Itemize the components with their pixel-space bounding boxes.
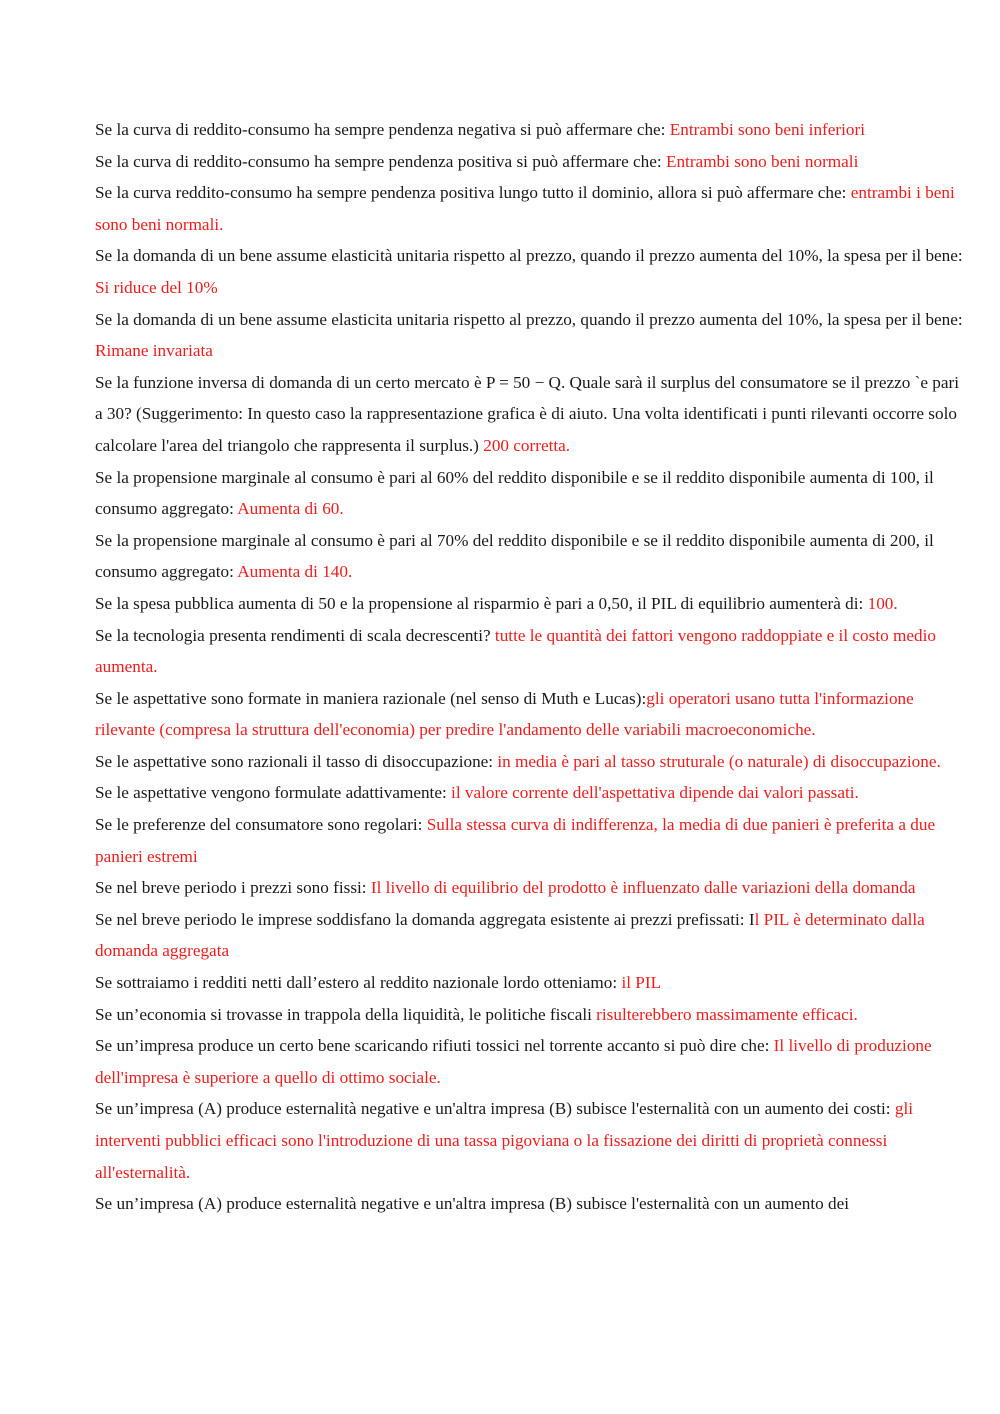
qa-item <box>95 462 965 525</box>
answer-text: 100. <box>867 593 898 613</box>
qa-item <box>95 367 965 462</box>
qa-item <box>95 240 965 303</box>
question-text: Se nel breve periodo le imprese soddisfano la domanda aggregata esistente ai prezzi prefissati: I <box>95 909 755 929</box>
qa-item <box>95 588 965 620</box>
question-text: Se un’impresa (A) produce esternalità negative e un'altra impresa (B) subisce l'esternalità con un aumento dei costi: <box>95 1099 895 1119</box>
answer-text: risulterebbero massimamente efficaci. <box>596 1004 858 1024</box>
question-text: Se sottraiamo i redditi netti dall’estero al reddito nazionale lordo otteniamo: <box>95 973 622 993</box>
qa-item <box>95 146 965 178</box>
question-text: Se la funzione inversa di domanda di un certo mercato è P = 50 − Q. Quale sarà il surplus del consumatore se il prezzo `e pari a 30? (Suggerimento: In questo caso la rappresentazione grafica è di aiuto. Una volta identificati i punti rilevanti occorre solo calcolare l'area del triangolo che rappresenta il surplus.) <box>95 372 959 455</box>
qa-item <box>95 872 965 904</box>
answer-text: Rimane invariata <box>95 341 213 361</box>
qa-item <box>95 620 965 683</box>
question-text: Se un’impresa (A) produce esternalità negative e un'altra impresa (B) subisce l'esternalità con un aumento dei <box>95 1194 850 1214</box>
answer-text: il valore corrente dell'aspettativa dipende dai valori passati. <box>451 783 859 803</box>
answer-text: gli interventi pubblici efficaci sono l'introduzione di una tassa pigoviana o la fissazione dei diritti di proprietà connessi all'esternalità. <box>95 1099 914 1182</box>
answer-text: l PIL è determinato dalla domanda aggregata <box>95 909 925 961</box>
qa-item <box>95 1188 965 1220</box>
question-text: Se la propensione marginale al consumo è pari al 60% del reddito disponibile e se il reddito disponibile aumenta di 100, il consumo aggregato: <box>95 467 934 519</box>
qa-item <box>95 967 965 999</box>
question-text: Se un’economia si trovasse in trappola della liquidità, le politiche fiscali <box>95 1004 597 1024</box>
question-text: Se un’impresa produce un certo bene scaricando rifiuti tossici nel torrente accanto si può dire che: <box>95 1036 774 1056</box>
question-text: Se nel breve periodo i prezzi sono fissi: <box>95 878 371 898</box>
qa-item <box>95 904 965 967</box>
answer-text: Entrambi sono beni normali <box>665 151 859 171</box>
answer-text: Si riduce del 10% <box>95 277 218 297</box>
qa-item <box>95 1030 965 1093</box>
document-page <box>95 114 965 1220</box>
answer-text: 200 corretta. <box>483 435 571 455</box>
qa-item <box>95 304 965 367</box>
qa-item <box>95 746 965 778</box>
qa-item <box>95 177 965 240</box>
question-text: Se la tecnologia presenta rendimenti di scala decrescenti? <box>95 625 495 645</box>
answer-text: Entrambi sono beni inferiori <box>669 120 865 139</box>
question-text: Se le aspettative vengono formulate adattivamente: <box>95 783 452 803</box>
qa-item <box>95 809 965 872</box>
question-text: Se la curva reddito-consumo ha sempre pendenza positiva lungo tutto il dominio, allora si può affermare che: <box>95 183 851 203</box>
answer-text: Sulla stessa curva di indifferenza, la media di due panieri è preferita a due panieri estremi <box>95 815 936 866</box>
qa-item <box>95 999 965 1031</box>
qa-item <box>95 777 965 809</box>
question-text: Se la curva di reddito-consumo ha sempre pendenza negativa si può affermare che: <box>95 120 670 139</box>
qa-item <box>95 683 965 746</box>
answer-text: gli operatori usano tutta l'informazione rilevante (compresa la struttura dell'economia) per predire l'andamento delle variabili macroeconomiche. <box>95 688 914 740</box>
question-text: Se la domanda di un bene assume elasticità unitaria rispetto al prezzo, quando il prezzo aumenta del 10%, la spesa per il bene: <box>95 246 963 266</box>
answer-text: il PIL <box>621 973 662 993</box>
qa-item <box>95 114 965 146</box>
question-text: Se la curva di reddito-consumo ha sempre pendenza positiva si può affermare che: <box>95 151 666 171</box>
answer-text: Il livello di equilibrio del prodotto è influenzato dalle variazioni della domanda <box>370 878 916 898</box>
answer-text: tutte le quantità dei fattori vengono raddoppiate e il costo medio aumenta. <box>95 625 936 677</box>
question-text: Se la spesa pubblica aumenta di 50 e la propensione al risparmio è pari a 0,50, il PIL di equilibrio aumenterà di: <box>95 593 868 613</box>
qa-item <box>95 1093 965 1188</box>
answer-text: Aumenta di 140. <box>237 562 353 582</box>
answer-text: Aumenta di 60. <box>237 499 344 519</box>
answer-text: entrambi i beni sono beni normali. <box>95 183 955 234</box>
question-text: Se la domanda di un bene assume elasticita unitaria rispetto al prezzo, quando il prezzo aumenta del 10%, la spesa per il bene: <box>95 309 963 329</box>
answer-text: in media è pari al tasso struturale (o naturale) di disoccupazione. <box>497 751 941 771</box>
question-text: Se le aspettative sono razionali il tasso di disoccupazione: <box>95 751 498 771</box>
answer-text: Il livello di produzione dell'impresa è superiore a quello di ottimo sociale. <box>95 1036 932 1087</box>
question-text: Se le aspettative sono formate in maniera razionale (nel senso di Muth e Lucas): <box>95 688 647 708</box>
qa-item <box>95 525 965 588</box>
question-text: Se la propensione marginale al consumo è pari al 70% del reddito disponibile e se il reddito disponibile aumenta di 200, il consumo aggregato: <box>95 530 934 582</box>
question-text: Se le preferenze del consumatore sono regolari: <box>95 815 427 835</box>
